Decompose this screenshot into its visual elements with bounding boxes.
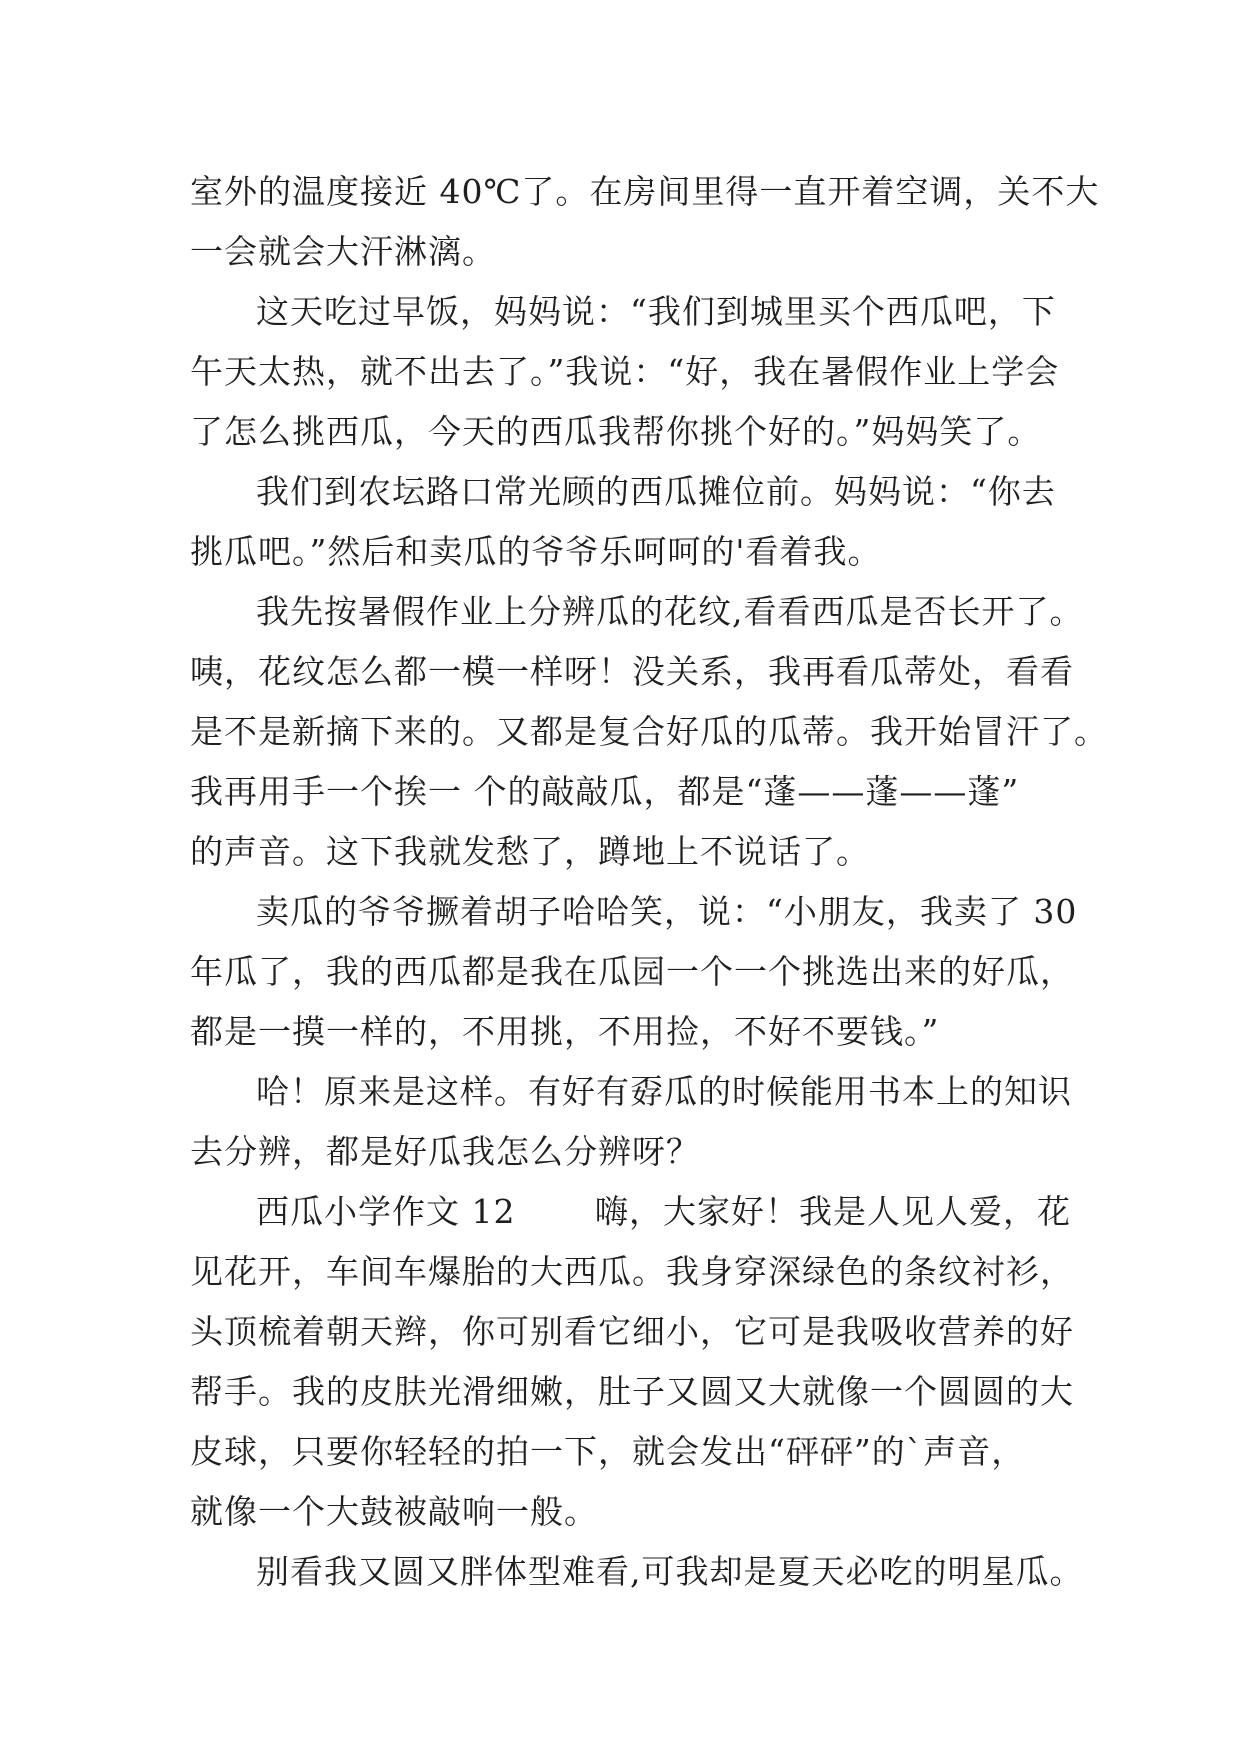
text-line: 年瓜了，我的西瓜都是我在瓜园一个一个挑选出来的好瓜， — [190, 952, 1074, 991]
text-line: 一会就会大汗淋漓。 — [190, 232, 496, 271]
text-line: 去分辨，都是好瓜我怎么分辨呀？ — [190, 1132, 700, 1171]
text-line: 帮手。我的皮肤光滑细嫩，肚子又圆又大就像一个圆圆的大 — [190, 1372, 1074, 1411]
document-body-text — [190, 162, 1108, 1602]
text-line: 卖瓜的爷爷撅着胡子哈哈笑，说：“小朋友，我卖了 30 — [256, 892, 1078, 931]
text-line: 的声音。这下我就发愁了，蹲地上不说话了。 — [190, 832, 870, 871]
text-line: 我先按暑假作业上分辨瓜的花纹,看看西瓜是否长开了。 — [256, 592, 1084, 631]
text-line: 头顶梳着朝天辫，你可别看它细小，它可是我吸收营养的好 — [190, 1312, 1074, 1351]
text-line: 别看我又圆又胖体型难看,可我却是夏天必吃的明星瓜。 — [256, 1552, 1084, 1591]
text-line: 哈！原来是这样。有好有孬瓜的时候能用书本上的知识 — [256, 1072, 1072, 1111]
text-line: 见花开，车间车爆胎的大西瓜。我身穿深绿色的条纹衬衫， — [190, 1252, 1074, 1291]
text-line: 咦，花纹怎么都一模一样呀！没关系，我再看瓜蒂处，看看 — [190, 652, 1074, 691]
text-line: 西瓜小学作文 12 嗨，大家好！我是人见人爱，花 — [256, 1192, 1071, 1231]
text-line: 我们到农坛路口常光顾的西瓜摊位前。妈妈说：“你去 — [256, 472, 1056, 511]
text-line: 我再用手一个挨一 个的敲敲瓜，都是“蓬——蓬——蓬” — [190, 772, 1020, 811]
text-line: 午天太热，就不出去了。”我说：“好，我在暑假作业上学会 — [190, 352, 1060, 391]
text-line: 都是一摸一样的，不用挑，不用捡，不好不要钱。” — [190, 1012, 940, 1051]
text-line: 皮球，只要你轻轻的拍一下，就会发出“砰砰”的`声音， — [190, 1432, 1026, 1471]
text-line: 是不是新摘下来的。又都是复合好瓜的瓜蒂。我开始冒汗了。 — [190, 712, 1108, 751]
text-line: 就像一个大鼓被敲响一般。 — [190, 1492, 598, 1531]
text-line: 挑瓜吧。”然后和卖瓜的爷爷乐呵呵的'看着我。 — [190, 532, 882, 571]
text-line: 了怎么挑西瓜，今天的西瓜我帮你挑个好的。”妈妈笑了。 — [190, 412, 1042, 451]
text-line: 室外的温度接近 40℃了。在房间里得一直开着空调，关不大 — [190, 172, 1100, 211]
text-line: 这天吃过早饭，妈妈说：“我们到城里买个西瓜吧，下 — [256, 292, 1056, 331]
